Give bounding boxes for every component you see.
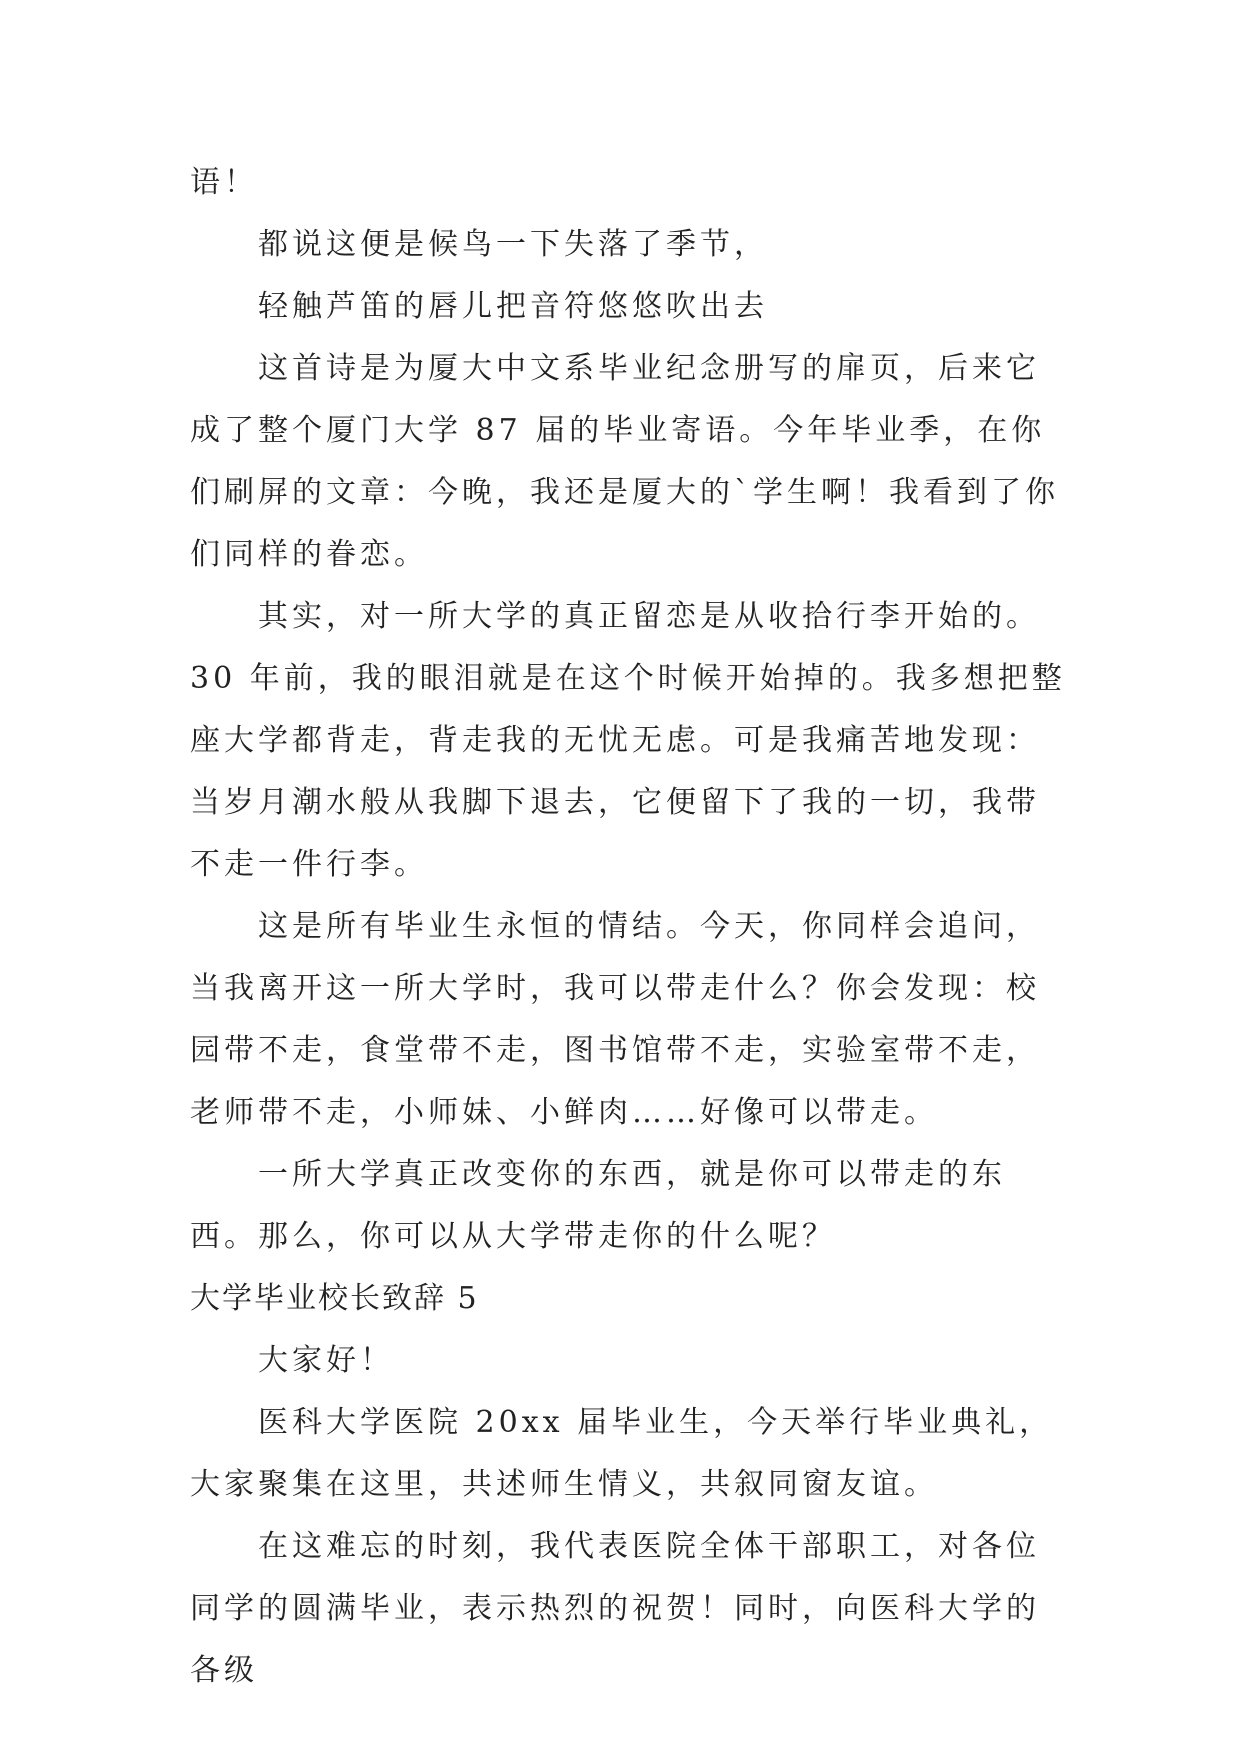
paragraph-graduate-complex: 这是所有毕业生永恒的情结。今天，你同样会追问，当我离开这一所大学时，我可以带走什么？你会发现：校园带不走，食堂带不走，图书馆带不走，实验室带不走，老师带不走，小师妹、小鲜肉……好像可以带走。 (190, 909, 1040, 1130)
paragraph-continuation: 语！ (190, 165, 258, 200)
section-heading: 大学毕业校长致辞 5 (190, 1281, 479, 1316)
paragraph-luggage: 其实，对一所大学的真正留恋是从收拾行李开始的。30 年前，我的眼泪就是在这个时候开始掉的。我多想把整座大学都背走，背走我的无忧无虑。可是我痛苦地发现：当岁月潮水般从我脚下退去，它便留下了我的一切，我带不走一件行李。 (190, 599, 1066, 882)
paragraph-ceremony: 医科大学医院 20xx 届毕业生，今天举行毕业典礼，大家聚集在这里，共述师生情义，共叙同窗友谊。 (190, 1405, 1054, 1502)
paragraph-congratulations: 在这难忘的时刻，我代表医院全体干部职工，对各位同学的圆满毕业，表示热烈的祝贺！同时，向医科大学的各级 (190, 1529, 1040, 1688)
document-body (190, 152, 1070, 1702)
paragraph-what-to-take: 一所大学真正改变你的东西，就是你可以带走的东西。那么，你可以从大学带走你的什么呢？ (190, 1157, 1006, 1254)
poem-line-2: 轻触芦笛的唇儿把音符悠悠吹出去 (258, 289, 768, 324)
paragraph-poem-origin: 这首诗是为厦大中文系毕业纪念册写的扉页，后来它成了整个厦门大学 87 届的毕业寄语。今年毕业季，在你们刷屏的文章：今晚，我还是厦大的`学生啊！我看到了你们同样的眷恋。 (190, 351, 1059, 572)
poem-line-1: 都说这便是候鸟一下失落了季节， (258, 227, 768, 262)
greeting: 大家好！ (258, 1343, 394, 1378)
